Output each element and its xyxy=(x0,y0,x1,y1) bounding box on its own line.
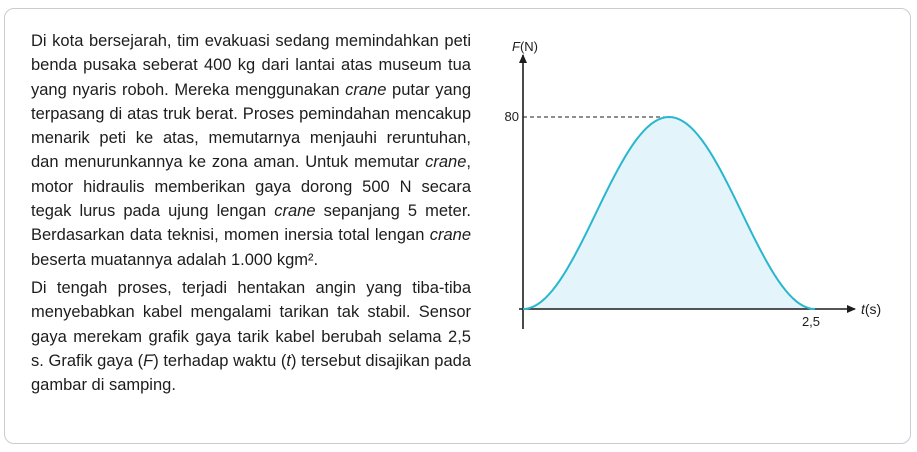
italic-term: crane xyxy=(345,80,387,99)
y-axis-label: F(N) xyxy=(512,39,538,54)
italic-term: F xyxy=(143,351,154,370)
text-run: , motor hidraulis memberikan gaya dorong 500 N secara tegak lurus pada ujung lengan xyxy=(31,153,471,221)
italic-term: crane xyxy=(425,153,467,172)
text-run: ) tersebut disajikan pada gambar di samping. xyxy=(31,351,471,395)
paragraph-2 xyxy=(31,276,471,397)
text-run: sepanjang 5 meter. Berdasarkan data teknisi, momen inersia total lengan xyxy=(31,202,471,245)
x-axis-label: t(s) xyxy=(861,301,882,317)
problem-text xyxy=(31,29,471,397)
text-run: beserta muatannya adalah 1.000 kgm². xyxy=(31,250,319,269)
question-card xyxy=(4,8,911,444)
text-run: ) terhadap waktu ( xyxy=(153,351,287,370)
text-run: Di kota bersejarah, tim evakuasi sedang memindahkan peti benda pusaka seberat 400 kg dari lantai atas museum tua yang nyaris roboh. Mereka menggunakan xyxy=(31,32,471,99)
paragraph-1 xyxy=(31,29,471,272)
italic-term: crane xyxy=(274,202,316,221)
italic-term: t xyxy=(286,351,291,370)
italic-term: crane xyxy=(429,226,471,245)
area-fill xyxy=(523,117,815,309)
y-tick-label: 80 xyxy=(504,109,519,124)
x-tick-label: 2,5 xyxy=(801,314,821,329)
force-time-chart xyxy=(485,31,895,341)
text-run: Di tengah proses, terjadi hentakan angin yang tiba-tiba menyebabkan kabel mengalami tarikan tak stabil. Sensor gaya merekam grafik gaya tarik kabel berubah selama 2,5 s. Grafik gaya ( xyxy=(31,278,471,370)
text-run: putar yang terpasang di atas truk berat. Proses pemindahan mencakup menarik peti ke atas, memutarnya menjauhi reruntuhan, dan menurunkannya ke zona aman. Untuk memutar xyxy=(31,80,471,172)
